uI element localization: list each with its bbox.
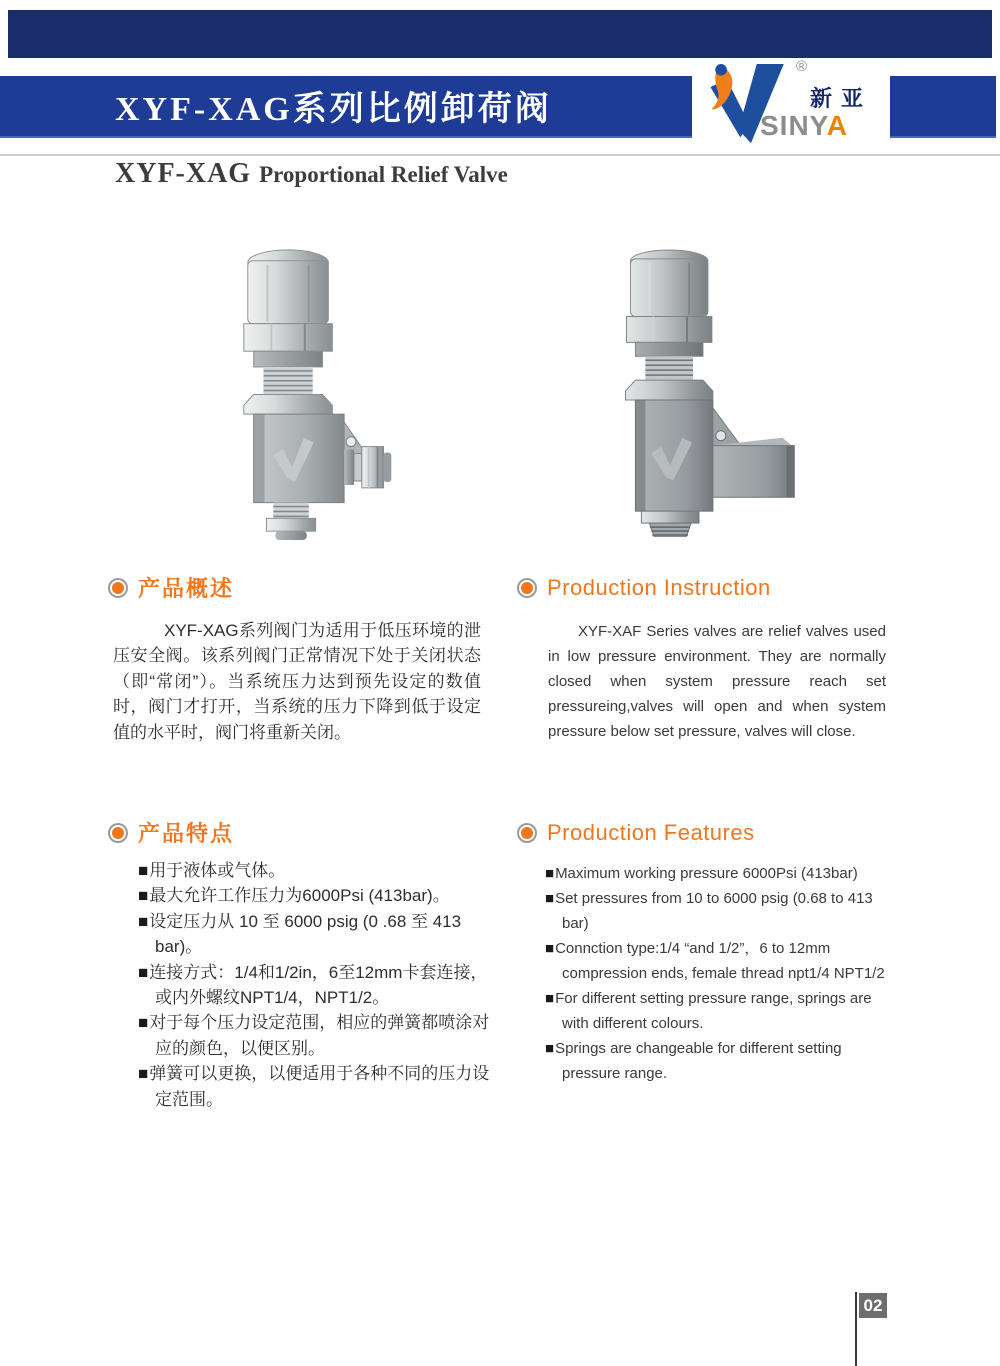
section-title: 产品概述 [138,576,235,601]
square-bullet-icon: ■ [545,1040,555,1057]
section-heading-features-cn [108,817,234,848]
top-bar [8,10,992,58]
square-bullet-icon: ■ [545,940,555,957]
features-list-cn [138,858,490,1112]
subtitle-model: XYF-XAG [115,158,252,189]
list-item [138,858,490,883]
list-item-text: 弹簧可以更换，以便适用于各种不同的压力设定范围。 [149,1064,490,1109]
page-title-cn: XYF-XAG系列比例卸荷阀 [115,91,552,128]
brand-name-en [760,110,848,142]
section-title: 产品特点 [138,821,235,846]
orange-dot-icon [108,578,128,598]
list-item [545,861,893,886]
list-item-text: 连接方式：1/4和1/2in，6至12mm卡套连接，或内外螺纹NPT1/4，NPT1/2。 [149,962,488,1008]
list-item [138,909,490,960]
square-bullet-icon: ■ [138,962,149,982]
section-title: Production Features [547,820,755,845]
square-bullet-icon: ■ [545,890,555,907]
list-item [545,1036,893,1086]
brand-en-gray: SINY [760,110,827,141]
footer-rule [855,1292,857,1366]
list-item [545,886,893,936]
list-item [138,1061,490,1112]
square-bullet-icon: ■ [138,861,149,880]
header-divider [0,154,1000,156]
list-item [545,936,893,986]
brand-logo [700,60,892,146]
list-item-text: 用于液体或气体。 [149,861,286,880]
orange-dot-icon [517,578,537,598]
square-bullet-icon: ■ [138,1064,149,1084]
brand-name-cn: 新亚 [810,86,873,111]
list-item-text: Maximum working pressure 6000Psi (413bar) [555,865,858,882]
subtitle-text: Proportional Relief Valve [259,162,508,187]
list-item [138,883,490,908]
brand-en-orange: A [826,110,849,141]
list-item [138,960,490,1011]
section-heading-overview [108,572,234,603]
list-item-text: 对于每个压力设定范围，相应的弹簧都喷涂对应的颜色，以便区别。 [149,1013,490,1058]
features-list-en [545,861,893,1086]
instruction-paragraph-en: XYF-XAF Series valves are relief valves used in low pressure environment. They are normally closed when system pressure reach set pressureing,valves will open and when system pressure below set pressure, valves will close. [548,623,886,740]
list-item-text: Springs are changeable for different setting pressure range. [555,1040,842,1082]
page-number-badge: 02 [859,1293,887,1318]
square-bullet-icon: ■ [545,865,555,882]
list-item-text: 设定压力从 10 至 6000 psig (0 .68 至 413 bar)。 [149,911,462,957]
list-item-text: Set pressures from 10 to 6000 psig (0.68 to 413 bar) [555,890,873,932]
square-bullet-icon: ■ [138,886,149,906]
valve-photo-right [593,249,798,537]
registered-trademark-icon: ® [796,58,808,75]
orange-dot-icon [108,823,128,843]
section-heading-instruction [517,575,771,601]
list-item-text: For different setting pressure range, springs are with different colours. [555,990,872,1032]
list-item-text: 最大允许工作压力为6000Psi (413bar)。 [149,886,450,906]
section-heading-features-en [517,820,755,846]
square-bullet-icon: ■ [138,911,149,931]
list-item [545,986,893,1036]
list-item [138,1010,490,1061]
valve-photo-left [193,245,393,540]
section-title: Production Instruction [547,575,771,600]
page-subtitle [115,158,508,190]
square-bullet-icon: ■ [545,990,555,1007]
overview-paragraph-cn: XYF-XAG系列阀门为适用于低压环境的泄压安全阀。该系列阀门正常情况下处于关闭状态（即“常闭”）。当系统压力达到预先设定的数值时，阀门才打开，当系统的压力下降到低于设定值的水平时，阀门将重新关闭。 [113,621,481,742]
list-item-text: Connction type:1/4 “and 1/2”，6 to 12mm compression ends, female thread npt1/4 NPT1/2 [555,940,885,982]
orange-dot-icon [517,823,537,843]
square-bullet-icon: ■ [138,1013,149,1033]
